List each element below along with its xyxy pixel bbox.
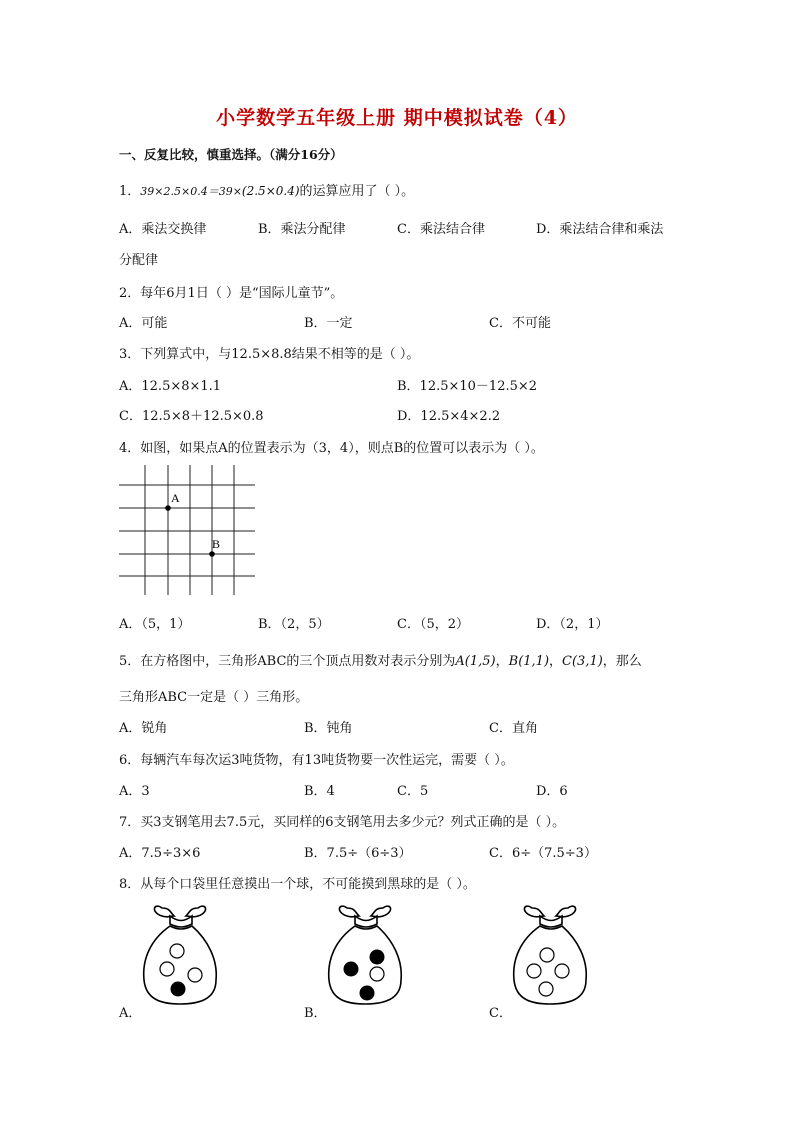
point-a-label: A xyxy=(171,491,180,505)
page-title: 小学数学五年级上册 期中模拟试卷（4） xyxy=(216,107,578,129)
q4-option-c[interactable]: C．（5，2） xyxy=(397,617,469,632)
q2-option-b[interactable]: B．一定 xyxy=(304,316,353,331)
q5-point-b: B(1,1) xyxy=(508,654,550,669)
q4-option-b[interactable]: B．（2，5） xyxy=(258,617,330,632)
q6-option-c[interactable]: C．5 xyxy=(397,784,429,799)
q4-grid-figure xyxy=(119,465,259,597)
question-2: 2．每年6月1日（ ）是“国际儿童节”。 xyxy=(119,286,344,301)
q1-option-a[interactable]: A．乘法交换律 xyxy=(119,222,207,237)
question-3: 3．下列算式中，与12.5×8.8结果不相等的是（ ）。 xyxy=(119,347,420,362)
q4-option-a[interactable]: A．（5，1） xyxy=(119,617,191,632)
q5-point-c: C(3,1) xyxy=(562,654,603,669)
q3-option-c[interactable]: C．12.5×8＋12.5×0.8 xyxy=(119,409,264,424)
question-1 xyxy=(119,180,414,199)
q7-option-a[interactable]: A．7.5÷3×6 xyxy=(119,846,201,861)
q5-option-b[interactable]: B．钝角 xyxy=(304,721,353,736)
q5-option-c[interactable]: C．直角 xyxy=(489,721,538,736)
question-6: 6．每辆汽车每次运3吨货物，有13吨货物要一次性运完，需要（ ）。 xyxy=(119,753,514,768)
q5-sep-2: ， xyxy=(549,654,563,669)
q1-option-b[interactable]: B．乘法分配律 xyxy=(258,222,346,237)
q6-option-b[interactable]: B．4 xyxy=(304,784,335,799)
q1-stem: 的运算应用了（ ）。 xyxy=(299,184,415,199)
question-7: 7．买3支钢笔用去7.5元，买同样的6支钢笔用去多少元？列式正确的是（ ）。 xyxy=(119,815,566,830)
q4-option-d[interactable]: D．（2，1） xyxy=(536,617,609,632)
q6-option-a[interactable]: A．3 xyxy=(119,784,150,799)
q3-option-a[interactable]: A．12.5×8×1.1 xyxy=(119,379,222,394)
point-b-label: B xyxy=(212,537,221,551)
q3-option-d[interactable]: D．12.5×4×2.2 xyxy=(397,409,501,424)
q1-number: 1． xyxy=(119,184,141,199)
q5-stem: 5．在方格图中，三角形ABC的三个顶点用数对表示分别为 xyxy=(119,654,456,669)
question-5 xyxy=(119,650,642,669)
q1-option-c[interactable]: C．乘法结合律 xyxy=(397,222,485,237)
question-4: 4．如图，如果点A的位置表示为（3，4），则点B的位置可以表示为（ ）。 xyxy=(119,441,544,456)
q2-option-a[interactable]: A．可能 xyxy=(119,316,168,331)
point-b-dot xyxy=(209,551,215,557)
q1-option-d-wrap: 分配律 xyxy=(119,253,159,268)
q5-point-a: A(1,5) xyxy=(455,654,496,669)
q8-option-a[interactable]: A． xyxy=(119,1006,142,1021)
q1-option-d[interactable]: D．乘法结合律和乘法 xyxy=(536,222,664,237)
q1-expression: 39×2.5×0.4＝39× xyxy=(140,185,242,198)
q6-option-d[interactable]: D．6 xyxy=(536,784,568,799)
q7-option-b[interactable]: B．7.5÷（6÷3） xyxy=(304,846,412,861)
q3-option-b[interactable]: B．12.5×10－12.5×2 xyxy=(397,379,538,394)
bag-c-figure xyxy=(510,900,590,1008)
q1-expression-paren: (2.5×0.4) xyxy=(241,184,300,198)
q5-sep-1: ， xyxy=(495,654,509,669)
point-a-dot xyxy=(165,505,171,511)
question-8: 8．从每个口袋里任意摸出一个球，不可能摸到黑球的是（ ）。 xyxy=(119,877,476,892)
q8-option-b[interactable]: B． xyxy=(304,1006,327,1021)
bag-a-figure xyxy=(140,900,220,1008)
section-heading: 一、反复比较，慎重选择。（满分16分） xyxy=(119,147,343,162)
q2-option-c[interactable]: C．不可能 xyxy=(489,316,551,331)
q8-option-c[interactable]: C． xyxy=(489,1006,512,1021)
q5-tail: ，那么 xyxy=(602,654,642,669)
q5-option-a[interactable]: A．锐角 xyxy=(119,721,168,736)
question-5-line2: 三角形ABC一定是（ ）三角形。 xyxy=(119,690,309,705)
bag-b-figure xyxy=(325,900,405,1008)
q7-option-c[interactable]: C．6÷（7.5÷3） xyxy=(489,846,597,861)
